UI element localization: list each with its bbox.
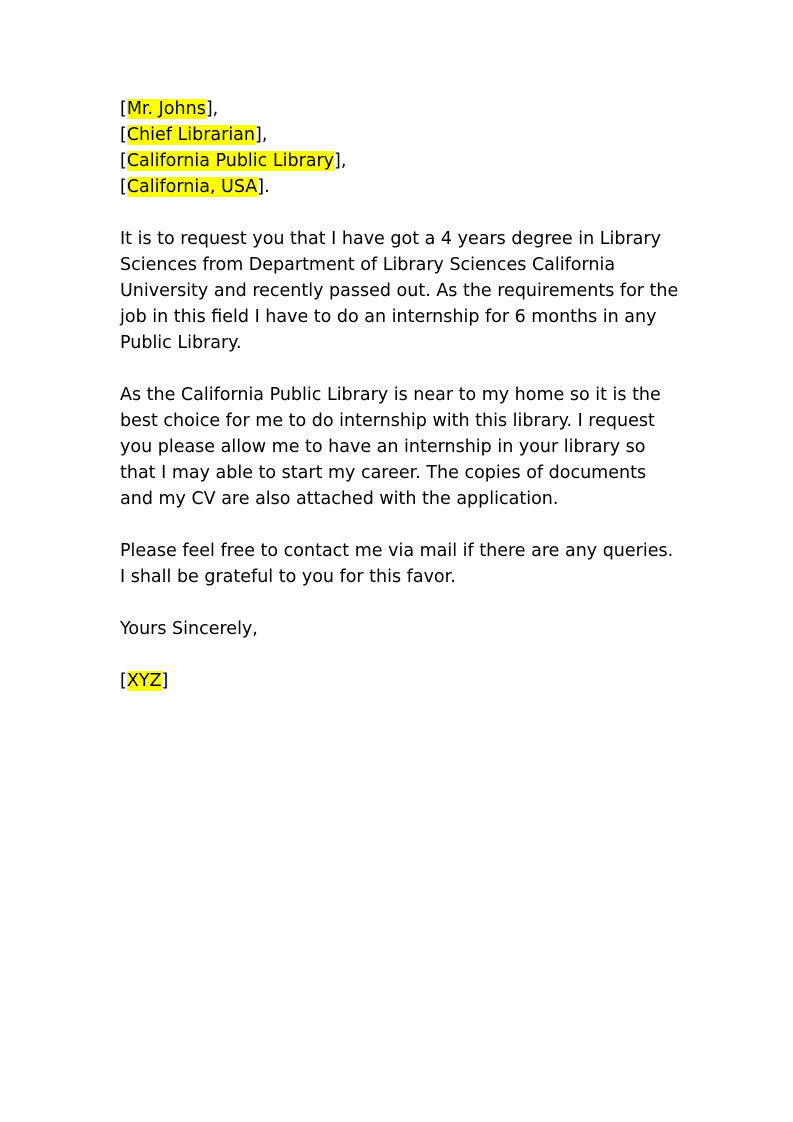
- recipient-address-block: [120, 96, 680, 200]
- body-paragraph-3: Please feel free to contact me via mail if there are any queries. I shall be grateful to you for this favor.: [120, 541, 674, 587]
- bracket-open: [: [120, 99, 127, 119]
- letter-body: [120, 96, 680, 694]
- bracket-open: [: [120, 671, 127, 691]
- recipient-location-placeholder: California, USA: [126, 177, 258, 197]
- bracket-open: [: [120, 151, 127, 171]
- closing-salutation: Yours Sincerely,: [120, 619, 258, 639]
- body-paragraph-2: As the California Public Library is near to my home so it is the best choice for me to do internship with this library. I request you please allow me to have an internship in your library so that I may able to start my career. The copies of documents and my CV are also attached with the application.: [120, 385, 661, 509]
- line-suffix: ],: [255, 125, 268, 145]
- bracket-open: [: [120, 125, 127, 145]
- recipient-title-line: [120, 122, 680, 148]
- recipient-organization-placeholder: California Public Library: [126, 151, 335, 171]
- recipient-location-line: [120, 174, 680, 200]
- recipient-name-placeholder: Mr. Johns: [126, 99, 206, 119]
- body-paragraph-1: It is to request you that I have got a 4 years degree in Library Sciences from Department of Library Sciences California University and recently passed out. As the requirements for the job in this field I have to do an internship for 6 months in any Public Library.: [120, 229, 679, 353]
- recipient-organization-line: [120, 148, 680, 174]
- signature-name-placeholder: XYZ: [126, 671, 162, 691]
- signature-line: [120, 668, 680, 694]
- recipient-name-line: [120, 96, 680, 122]
- line-suffix: ],: [205, 99, 219, 119]
- recipient-title-placeholder: Chief Librarian: [126, 125, 256, 145]
- line-suffix: ],: [334, 151, 347, 171]
- bracket-open: [: [120, 177, 127, 197]
- line-suffix: ].: [257, 177, 270, 197]
- signature-suffix: ]: [161, 671, 169, 691]
